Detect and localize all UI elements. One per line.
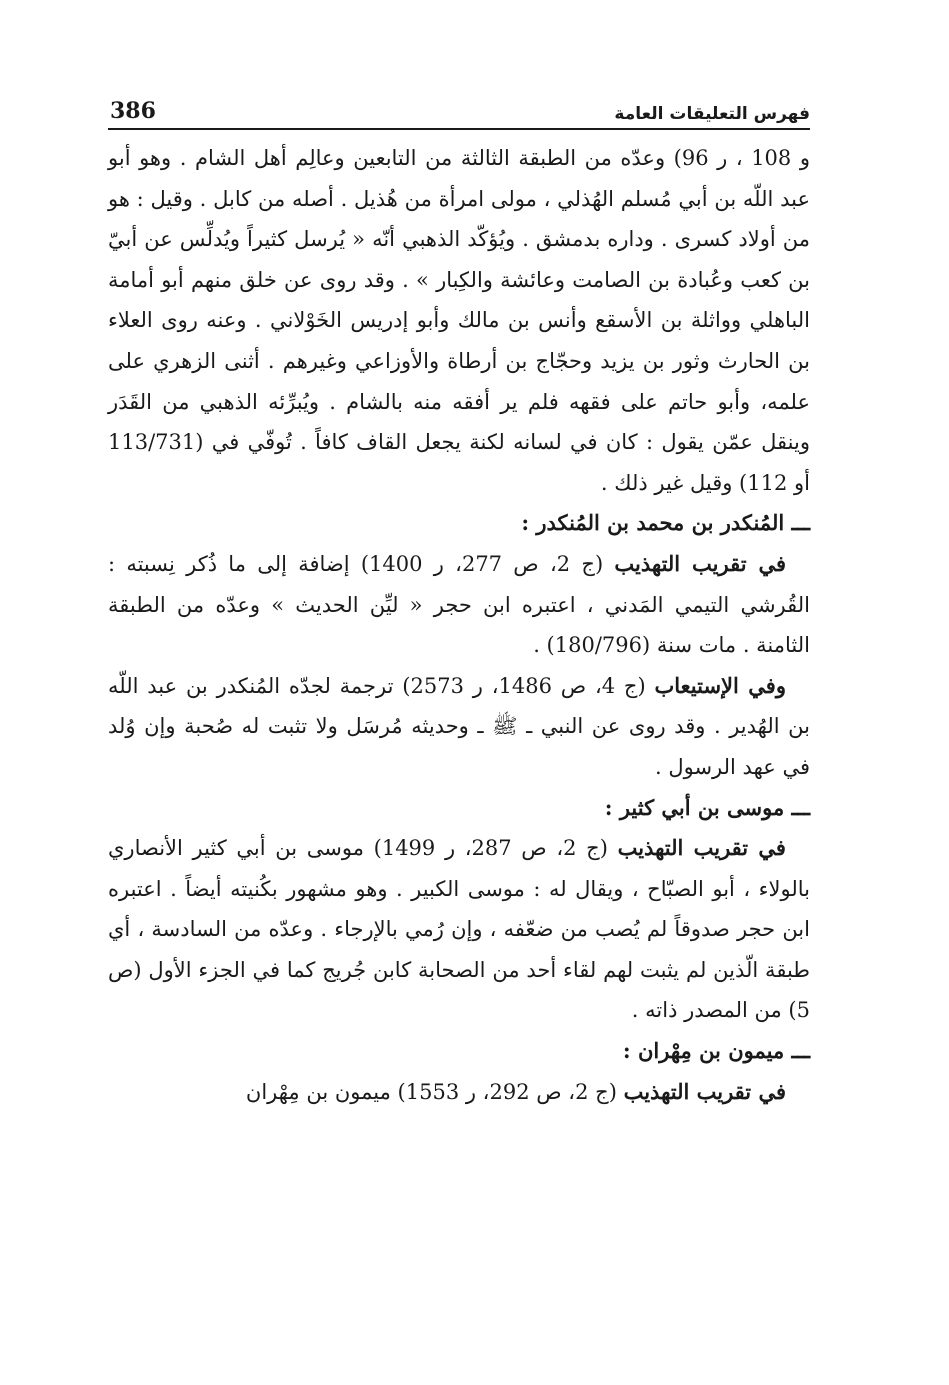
entry-paragraph [108,1072,810,1113]
paragraph-text: (ج 2، ص 287، ر 1499) موسى بن أبي كثير الأنصاري بالولاء ، أبو الصبّاح ، ويقال له : موسى الكبير . وهو مشهور بكُنيته أيضاً . اعتبره ابن حجر صدوقاً لم يُصب من ضعّفه ، وإن رُمي بالإرجاء . وعدّه من السادسة ، أي طبقة الّذين لم يثبت لهم لقاء أحد من الصحابة كابن جُريج كما في الجزء الأول (ص 5) من المصدر ذاته . [108,836,810,1023]
source-title: وفي الإستيعاب [654,672,786,698]
entry-heading-maymun: ـــ ميمون بن مِهْران : [622,1038,810,1064]
source-title: في تقريب التهذيب [623,1078,786,1104]
entry-heading-munkadir: ـــ المُنكدر بن محمد بن المُنكدر : [521,510,810,536]
paragraph-text: (ج 4، ص 1486، ر 2573) ترجمة لجدّه المُنكدر بن عبد اللّه بن الهُدير . وقد روى عن النبي ـ ﷺ ـ وحديثه مُرسَل ولا تثبت له صُحبة وإن وُلد في عهد الرسول . [108,673,810,779]
page-body [108,138,810,1112]
entry-dash: ـــ [784,794,810,820]
page-number: 386 [110,98,156,124]
entry-dash: ـــ [784,1038,810,1064]
paragraph-text: (ج 2، ص 277، ر 1400) إضافة إلى ما ذُكر نِسبته : القُرشي التيمي المَدني ، اعتبره ابن حجر « ليِّن الحديث » وعدّه من الطبقة الثامنة . مات سنة (180/796) . [108,551,810,658]
source-title: في تقريب التهذيب [617,835,786,861]
entry-paragraph [108,828,810,1031]
running-title: فهرس التعليقات العامة [614,104,810,124]
source-title: في تقريب التهذيب [614,550,787,576]
continuation-paragraph: و 108 ، ر 96) وعدّه من الطبقة الثالثة من التابعين وعالِم أهل الشام . وهو أبو عبد اللّه بن أبي مُسلم الهُذلي ، مولى امرأة من هُذيل . أصله من كابل . وقيل : هو من أولاد كسرى . وداره بدمشق . ويُؤكّد الذهبي أنّه « يُرسل كثيراً ويُدلِّس عن أبيّ بن كعب وعُبادة بن الصامت وعائشة والكِبار » . وقد روى عن خلق منهم أبو أمامة الباهلي وواثلة بن الأسقع وأنس بن مالك وأبو إدريس الخَوْلاني . وعنه روى العلاء بن الحارث وثور بن يزيد وحجّاج بن أرطاة والأوزاعي وغيرهم . أثنى الزهري على علمه، وأبو حاتم على فقهه فلم ير أفقه منه بالشام . ويُبرِّئه الذهبي من القَدَر وينقل عمّن يقول : كان في لسانه لكنة يجعل القاف كافاً . تُوفّي في (113/731 أو 112) وقيل غير ذلك . [108,146,810,495]
header-rule [108,128,810,130]
entry-heading-musa: ـــ موسى بن أبي كثير : [604,794,810,820]
page-header [110,88,810,124]
paragraph-text: (ج 2، ص 292، ر 1553) ميمون بن مِهْران [245,1079,624,1104]
entry-dash: ـــ [784,510,810,536]
entry-paragraph [108,666,810,788]
entry-paragraph [108,544,810,666]
